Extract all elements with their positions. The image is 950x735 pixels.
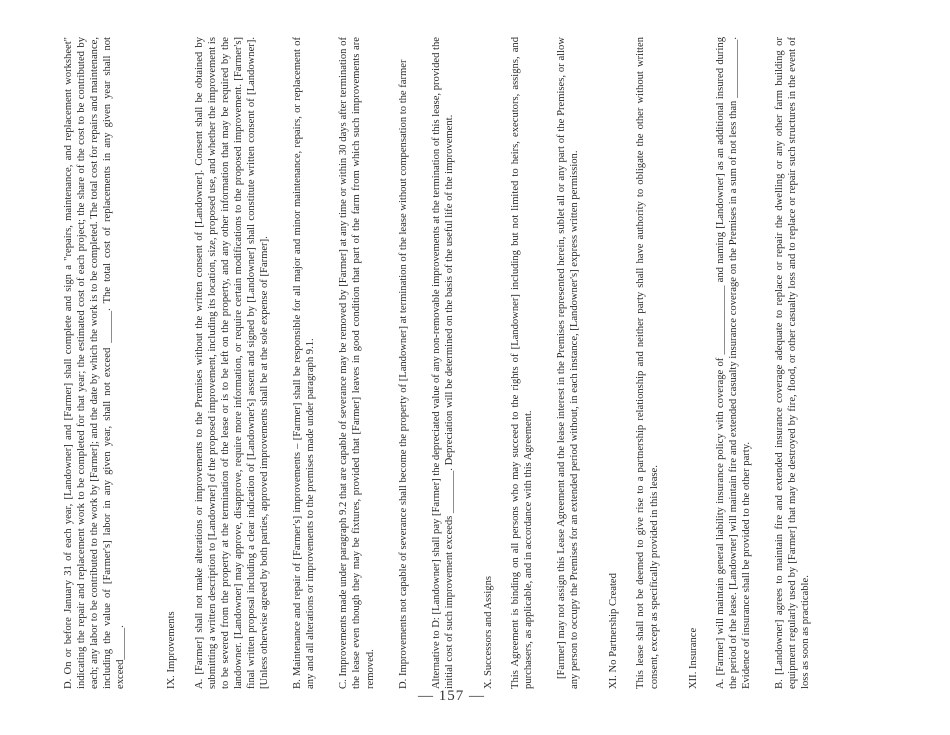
document-body bbox=[62, 37, 812, 689]
paragraph-no-partnership: This lease shall not be deemed to give rise to a partnership relationship and neither party shall have authority to obligate the other without written consent, except as specifically provided in this lease. bbox=[635, 37, 660, 689]
heading-improvements: IX. Improvements bbox=[166, 611, 178, 689]
paragraph-improvements-b: B. Maintenance and repair of [Farmer's] improvements – [Farmer] shall be responsible for all major and minor maintenance, repairs, or replacement of any and all alterations or improvements to the premises made under paragraph 9.1. bbox=[292, 37, 317, 689]
paragraph-improvements-a: A. [Farmer] shall not make alterations or improvements to the Premises without the written consent of [Landowner]. Consent shall be obtained by submitting a written description to [Landowner] of the proposed improvement, including its location, size, proposed use, and whether the improvement is to be severed from the property at the termination of the lease or is to be left on the property, and any other information that may be required by the landowner. [Landowner] may approve, disapprove, require more information, or require certain modifications to the proposed improvement. [Farmer's] final written proposal including a clear indication of [Landowner's] assent and signed by [Landowner] shall constitute written consent of [Landowner]. [Unless otherwise agreed by both parties, approved improvements shall be at the sole expense of [Farmer]. bbox=[193, 37, 271, 689]
paragraph-improvements-c: C. Improvements made under paragraph 9.2 that are capable of severance may be removed by [Farmer] at any time or within 30 days after termination of the lease even though they may be fixtures, provided that [Farmer] leaves in good condition that part of the farm from which such improvements are removed. bbox=[338, 37, 376, 689]
paragraph-improvements-alternative: Alternative to D: [Landowner] shall pay [Farmer] the depreciated value of any non-removable improvements at the termination of this lease, provided the initial cost of such improvement exceeds ________. Depreciation will be determined on the basis of the useful life of the improvement. bbox=[430, 37, 455, 689]
paragraph-successors-1: This Agreement is binding on all persons who may succeed to the rights of [Landowner] including but not limited to heirs, executors, assigns, and purchasers, as applicable, and in accordance with this Agreement. bbox=[509, 37, 535, 689]
heading-insurance: XII. Insurance bbox=[687, 627, 699, 689]
paragraph-successors-2: [Farmer] may not assign this Lease Agreement and the lease interest in the Premises represented herein, sublet all or any part of the Premises, or allow any person to occupy the Premises for an extended period without, in each instance, [Landowner's] express written permission. bbox=[556, 37, 581, 689]
heading-successors: X. Successors and Assigns bbox=[482, 576, 494, 689]
paragraph-repairs-worksheet: D. On or before January 31 of each year, [Landowner] and [Farmer] shall complete and sign a "repairs, maintenance, and replacement worksheet" indicating the repair and replacement work to be completed for that year; the estimated cost of each project; the share of the cost to be contributed by each; any labor to be contributed to the work by [Farmer]; and the date by which the work is to be completed. The total cost for repairs and maintenance, including the value of [Farmer's] labor in any given year, shall not exceed ______. The total cost of replacements in any given year shall not exceed______. bbox=[63, 37, 127, 689]
paragraph-improvements-d: D. Improvements not capable of severance shall become the property of [Landowner] at termination of the lease without compensation to the farmer bbox=[397, 59, 409, 689]
paragraph-insurance-b: B. [Landowner] agrees to maintain fire and extended insurance coverage adequate to replace or repair the dwelling or any other farm building or equipment regularly used by [Farmer] that may be destroyed by fire, flood, or other casualty loss and to replace or repair such structures in the event of loss as soon as practicable. bbox=[774, 37, 812, 689]
page-number: — 157 — bbox=[418, 688, 485, 704]
heading-no-partnership: XI. No Partnership Created bbox=[608, 573, 620, 689]
paragraph-insurance-a: A. [Farmer] will maintain general liability insurance policy with coverage of _____________ and naming [Landowner] as an additional insured during the period of the lease. [Landowner] will maintain fire and extended casualty insurance coverage on the Premises in a sum of not less than ___________. Evidence of insurance shall be provided to the other party. bbox=[714, 37, 752, 689]
